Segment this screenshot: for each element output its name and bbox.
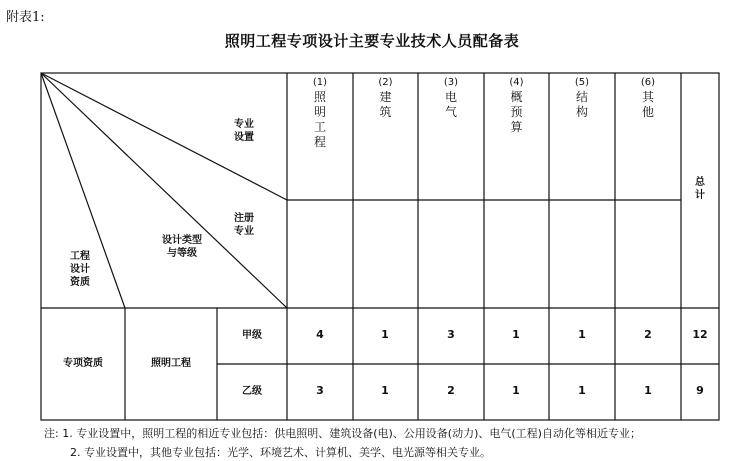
table-cell: 1 xyxy=(512,384,520,397)
note-1: 注: 1. 专业设置中，照明工程的相近专业包括：供电照明、建筑设备(电)、公用设备(动力)、电气(工程)自动化等相近专业； xyxy=(44,427,641,440)
table-cell: 4 xyxy=(316,328,324,341)
total-cell: 9 xyxy=(696,384,704,397)
note-2: 2. 专业设置中，其他专业包括：光学、环境艺术、计算机、美学、电光源等相关专业。 xyxy=(70,446,491,459)
table-cell: 3 xyxy=(316,384,324,397)
column-header-structure: (5) 结构 xyxy=(574,77,590,119)
column-header-architecture: (2) 建筑 xyxy=(378,77,393,119)
lighting-engineering-label: 照明工程 xyxy=(151,358,191,369)
registered-specialty-label: 注册专业 xyxy=(234,213,254,237)
column-header-budget: (4) 概预算 xyxy=(509,77,524,134)
grade-b-label: 乙级 xyxy=(242,386,262,397)
special-qualification-label: 专项资质 xyxy=(63,358,103,369)
specialty-setup-label: 专业设置 xyxy=(234,119,254,143)
column-header-electrical: (3) 电气 xyxy=(443,77,459,119)
page-title: 照明工程专项设计主要专业技术人员配备表 xyxy=(224,32,520,50)
grade-a-label: 甲级 xyxy=(242,330,262,341)
total-cell: 12 xyxy=(692,328,708,341)
design-type-grade-label: 设计类型与等级 xyxy=(162,235,202,259)
column-header-lighting: (1) 照明工程 xyxy=(312,77,328,149)
attachment-label: 附表1: xyxy=(6,10,45,25)
table-cell: 1 xyxy=(644,384,652,397)
table-cell: 3 xyxy=(447,328,455,341)
engineering-design-qualification-label: 工程设计资质 xyxy=(70,251,90,288)
total-column-header: 总计 xyxy=(695,177,705,201)
table-cell: 1 xyxy=(381,384,389,397)
table-cell: 1 xyxy=(512,328,520,341)
table-cell: 1 xyxy=(578,328,586,341)
table-cell: 1 xyxy=(381,328,389,341)
table-cell: 1 xyxy=(578,384,586,397)
column-header-other: (6) 其他 xyxy=(640,77,656,119)
table-cell: 2 xyxy=(644,328,652,341)
table-cell: 2 xyxy=(447,384,455,397)
